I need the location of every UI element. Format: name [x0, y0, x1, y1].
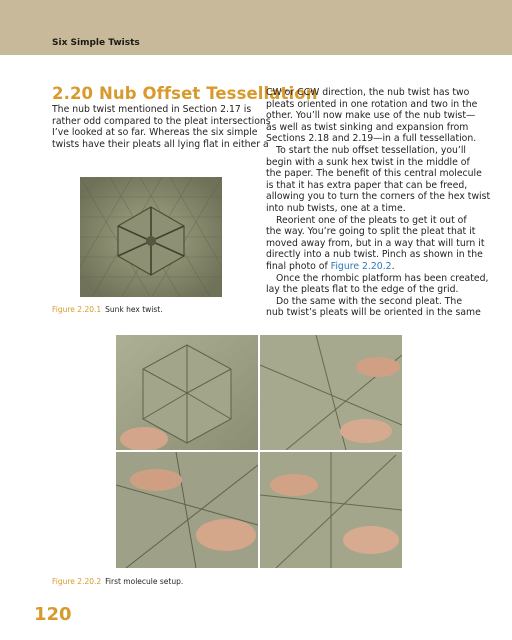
figure-2-20-2-link[interactable]: Figure 2.20.2	[330, 260, 392, 272]
figure-caption	[52, 577, 183, 586]
figure-caption	[52, 305, 163, 314]
text-line: directly into a nub twist. Pinch as shown in the	[266, 249, 483, 261]
punctuation: .	[391, 260, 395, 272]
text-line: The nub twist mentioned in Section 2.17 is	[52, 104, 252, 115]
text-line: is that it has extra paper that can be freed,	[266, 179, 468, 191]
header-band	[0, 0, 512, 55]
figure-label: Figure 2.20.2	[52, 577, 102, 586]
text-line: moved away from, but in a way that will turn it	[266, 237, 485, 249]
figure-label: Figure 2.20.1	[52, 305, 102, 314]
first-molecule-setup-photos	[116, 335, 402, 568]
text-line: I’ve looked at so far. Whereas the six simple	[52, 127, 258, 139]
sunk-hex-twist-photo	[80, 177, 222, 297]
running-title: Six Simple Twists	[52, 38, 140, 48]
text-line: Reorient one of the pleats to get it out of	[276, 214, 467, 226]
text-line: begin with a sunk hex twist in the middle of	[266, 156, 470, 168]
text-line: lay the pleats flat to the edge of the grid.	[266, 284, 459, 296]
left-column-text	[52, 104, 271, 150]
text-line: other. You’ll now make use of the nub twist—	[266, 110, 476, 122]
section-title: 2.20 Nub Offset Tessellation	[52, 84, 318, 103]
text-line: the way. You’re going to split the pleat that it	[266, 226, 476, 238]
text-line	[266, 261, 468, 273]
text-line: CW or CCW direction, the nub twist has two	[266, 87, 470, 98]
text-line: Do the same with the second pleat. The	[276, 295, 463, 307]
text-line: allowing you to turn the corners of the hex twist	[266, 191, 491, 203]
text-fragment: final photo of	[266, 260, 331, 272]
figure-caption-text: Sunk hex twist.	[105, 305, 163, 314]
text-line: into nub twists, one at a time.	[266, 202, 406, 214]
text-line: twists have their pleats all lying flat in either a	[52, 138, 269, 150]
text-line: pleats oriented in one rotation and two in the	[266, 98, 478, 110]
figure-caption-text: First molecule setup.	[105, 577, 184, 586]
text-line: the paper. The benefit of this central molecule	[266, 168, 482, 180]
text-line: Once the rhombic platform has been created,	[276, 272, 489, 284]
text-line: To start the nub offset tessellation, you’ll	[276, 144, 467, 156]
right-column-text	[266, 87, 491, 319]
text-line: nub twist’s pleats will be oriented in the same	[266, 307, 481, 319]
page-number: 120	[34, 604, 72, 625]
text-line: as well as twist sinking and expansion from	[266, 121, 469, 133]
text-line: Sections 2.18 and 2.19—in a full tessellation.	[266, 133, 477, 145]
text-line: rather odd compared to the pleat intersections	[52, 115, 271, 127]
